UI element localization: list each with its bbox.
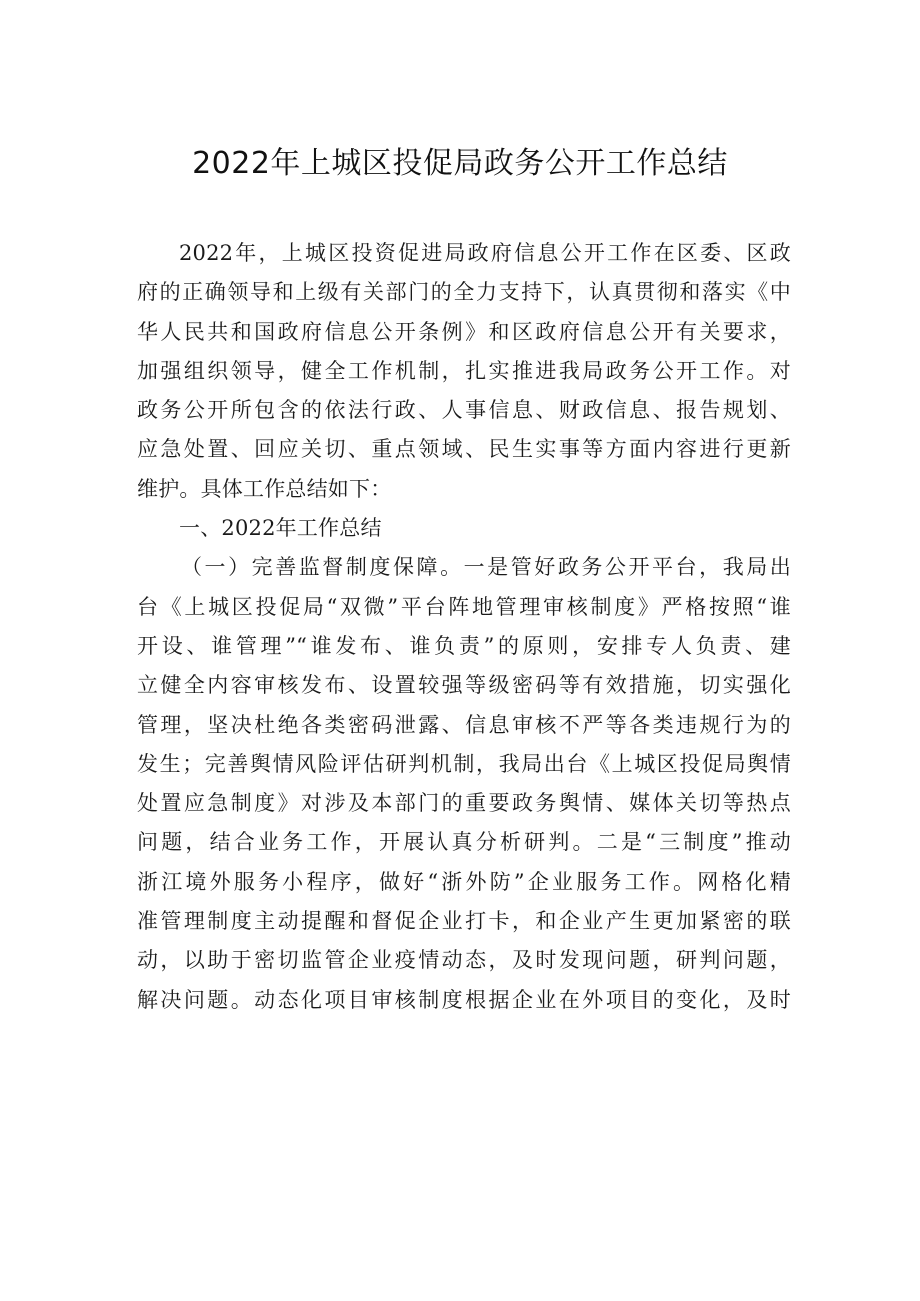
body-line: 府的正确领导和上级有关部门的全力支持下，认真贯彻和落实《中 [137, 280, 791, 305]
document-body [137, 234, 791, 1020]
body-line: 2022年，上城区投资促进局政府信息公开工作在区委、区政 [179, 241, 791, 265]
body-line: 解决问题。动态化项目审核制度根据企业在外项目的变化，及时 [137, 987, 791, 1012]
body-line: 华人民共和国政府信息公开条例》和区政府信息公开有关要求， [137, 319, 791, 344]
body-line: 应急处置、回应关切、重点领域、民生实事等方面内容进行更新 [137, 437, 791, 462]
body-line: （一）完善监督制度保障。一是管好政务公开平台，我局出 [181, 555, 791, 580]
body-line: 动，以助于密切监管企业疫情动态，及时发现问题，研判问题， [137, 948, 791, 973]
body-line: 发生；完善舆情风险评估研判机制，我局出台《上城区投促局舆情 [137, 751, 791, 776]
body-line: 处置应急制度》对涉及本部门的重要政务舆情、媒体关切等热点 [137, 791, 791, 816]
body-line: 准管理制度主动提醒和督促企业打卡，和企业产生更加紧密的联 [137, 909, 791, 934]
section-heading: 一、2022年工作总结 [179, 516, 382, 541]
body-line: 管理，坚决杜绝各类密码泄露、信息审核不严等各类违规行为的 [137, 712, 791, 737]
body-line: 立健全内容审核发布、设置较强等级密码等有效措施，切实强化 [137, 673, 791, 698]
body-line: 开设、谁管理”“谁发布、谁负责”的原则，安排专人负责、建 [137, 633, 791, 658]
body-line: 维护。具体工作总结如下： [137, 476, 392, 501]
body-line: 浙江境外服务小程序，做好“浙外防”企业服务工作。网格化精 [137, 869, 791, 894]
body-line: 台《上城区投促局“双微”平台阵地管理审核制度》严格按照“谁 [137, 594, 791, 619]
body-line: 加强组织领导，健全工作机制，扎实推进我局政务公开工作。对 [137, 358, 791, 383]
body-line: 问题，结合业务工作，开展认真分析研判。二是“三制度”推动 [137, 830, 791, 855]
document-title: 2022年上城区投促局政务公开工作总结 [192, 146, 728, 181]
body-line: 政务公开所包含的依法行政、人事信息、财政信息、报告规划、 [137, 398, 791, 423]
